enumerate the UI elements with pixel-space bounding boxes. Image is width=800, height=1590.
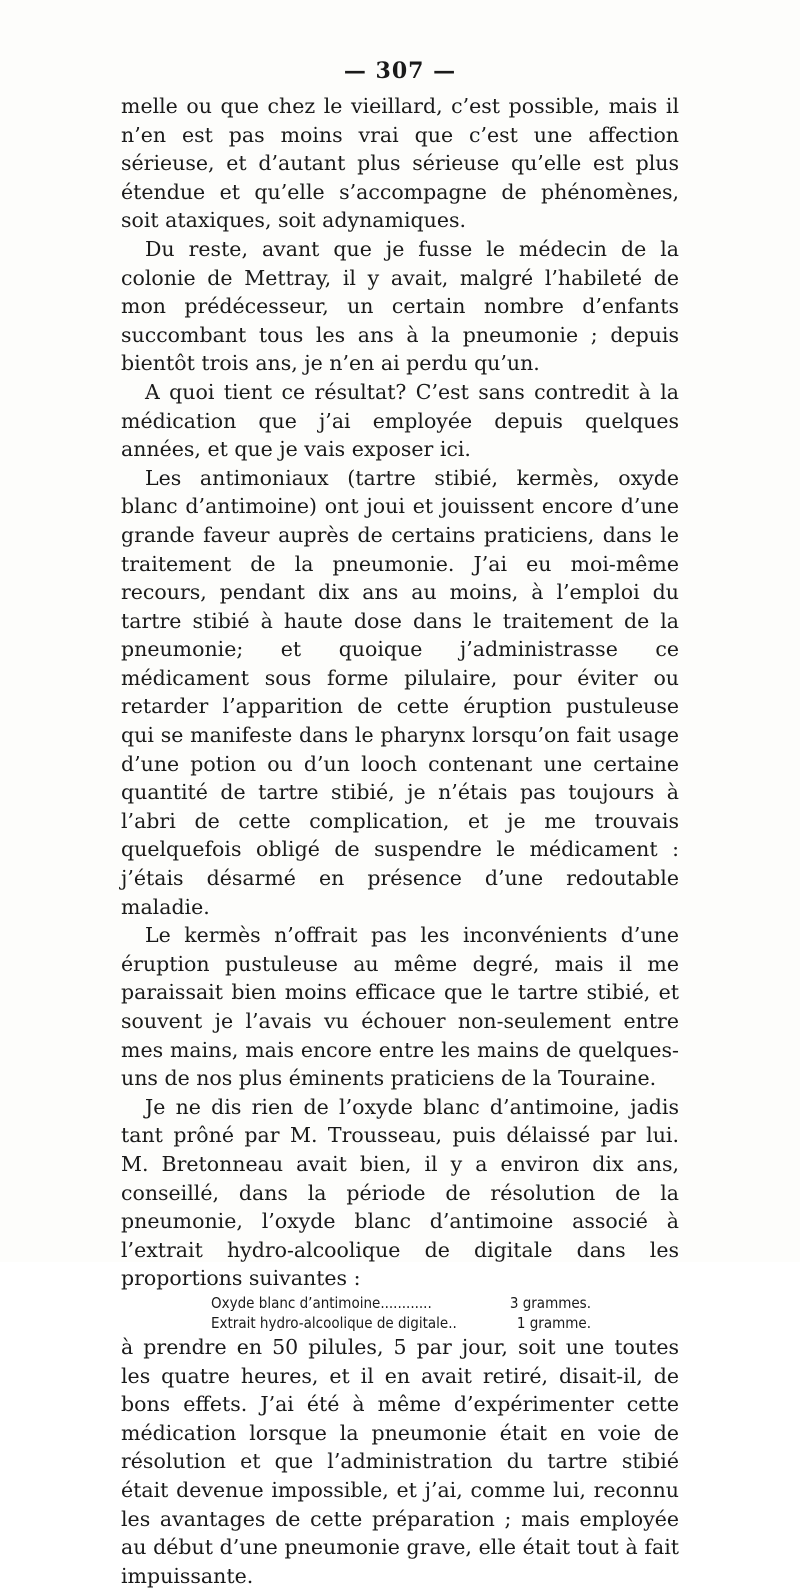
recipe-list bbox=[211, 1293, 679, 1333]
page-number: — 307 — bbox=[343, 58, 457, 84]
body-text bbox=[121, 92, 679, 1590]
recipe-quantity: 1 gramme. bbox=[516, 1313, 591, 1332]
recipe-item: Extrait hydro-alcoolique de digitale.. bbox=[211, 1313, 457, 1332]
recipe-quantity: 3 grammes. bbox=[509, 1293, 591, 1312]
paragraph-2: Du reste, avant que je fusse le médecin de la colonie de Mettray, il y avait, malgré l’habileté de mon prédécesseur, un certain nombre d’enfants succombant tous les ans à la pneumonie ; depuis bientôt trois ans, je n’en ai perdu qu’un. bbox=[121, 236, 679, 376]
paragraph-5: Le kermès n’offrait pas les inconvénients d’une éruption pustuleuse au même degré, mais il me paraissait bien moins efficace que le tartre stibié, et souvent je l’avais vu échouer non-seulement entre mes mains, mais encore entre les mains de quelques-uns de nos plus éminents praticiens de la Touraine. bbox=[121, 923, 679, 1091]
recipe-row bbox=[211, 1293, 591, 1313]
paragraph-6: Je ne dis rien de l’oxyde blanc d’antimoine, jadis tant prôné par M. Trousseau, puis délaissé par lui. M. Bretonneau avait bien, il y a environ dix ans, conseillé, dans la période de résolution de la pneumonie, l’oxyde blanc d’antimoine associé à l’extrait hydro-alcoolique de digitale dans les proportions suivantes : bbox=[121, 1094, 679, 1291]
paragraph-3: A quoi tient ce résultat? C’est sans contredit à la médication que j’ai employée depuis quelques années, et que je vais exposer ici. bbox=[121, 379, 679, 462]
paragraph-4: Les antimoniaux (tartre stibié, kermès, oxyde blanc d’antimoine) ont joui et jouissent encore d’une grande faveur auprès de certains praticiens, dans le traitement de la pneumonie. J’ai eu moi-même recours, pendant dix ans au moins, à l’emploi du tartre stibié à haute dose dans le traitement de la pneumonie; et quoique j’administrasse ce médicament sous forme pilulaire, pour éviter ou retarder l’apparition de cette éruption pustuleuse qui se manifeste dans le pharynx lorsqu’on fait usage d’une potion ou d’un looch contenant une certaine quantité de tartre stibié, je n’étais pas toujours à l’abri de cette complication, et je me trouvais quelquefois obligé de suspendre le médicament : j’étais désarmé en présence d’une redoutable maladie. bbox=[121, 465, 679, 919]
recipe-item: Oxyde blanc d’antimoine............ bbox=[211, 1293, 432, 1312]
recipe-row bbox=[211, 1313, 591, 1333]
closing-paragraph: à prendre en 50 pilules, 5 par jour, soit une toutes les quatre heures, et il en avait retiré, disait-il, de bons effets. J’ai été à même d’expérimenter cette médication lorsque la pneumonie était en voie de résolution et que l’administration du tartre stibié était devenue impossible, et j’ai, comme lui, reconnu les avantages de cette préparation ; mais employée au début d’une pneumonie grave, elle était tout à fait impuissante. bbox=[121, 1334, 679, 1588]
paragraph-1: melle ou que chez le vieillard, c’est possible, mais il n’en est pas moins vrai que c’est une affection sérieuse, et d’autant plus sérieuse qu’elle est plus étendue et qu’elle s’accompagne de phénomènes, soit ataxiques, soit adynamiques. bbox=[121, 94, 679, 233]
